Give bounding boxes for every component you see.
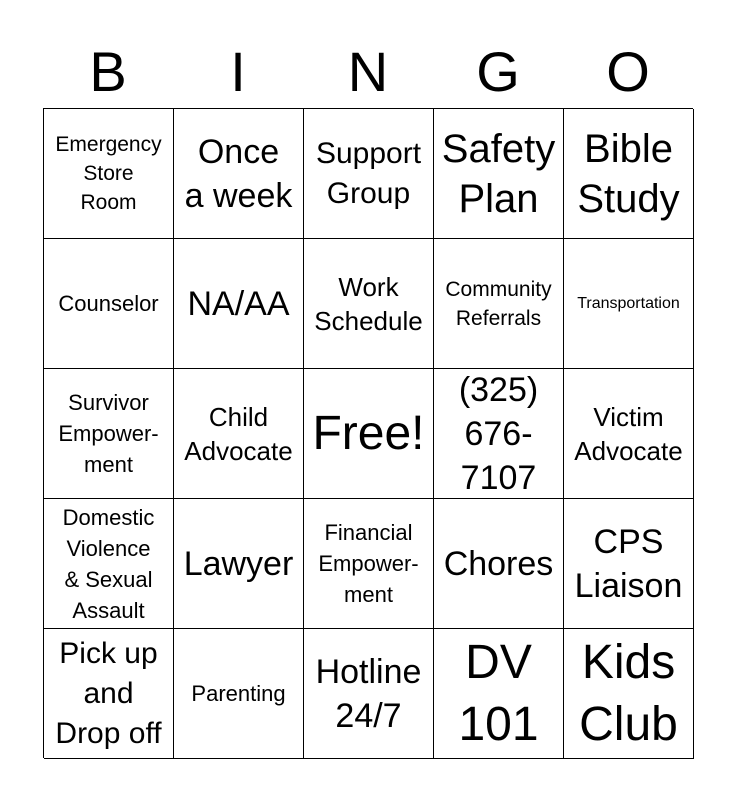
cell-label: CPS Liaison — [574, 522, 683, 605]
cell-label: (325) 676- 7107 — [458, 370, 539, 497]
header-letter-o: O — [606, 40, 650, 103]
bingo-cell-i5[interactable] — [174, 629, 304, 759]
bingo-cell-o1[interactable] — [564, 109, 694, 239]
bingo-cell-b4[interactable] — [44, 499, 174, 629]
bingo-cell-b1[interactable] — [44, 109, 174, 239]
bingo-cell-i3[interactable] — [174, 369, 304, 499]
cell-label: Transportation — [577, 294, 680, 312]
cell-label: Work Schedule — [314, 271, 423, 336]
bingo-cell-o4[interactable] — [564, 499, 694, 629]
cell-label: Hotline 24/7 — [315, 652, 422, 735]
cell-label: Chores — [443, 544, 554, 583]
bingo-cell-n3[interactable] — [304, 369, 434, 499]
cell-label: Community Referrals — [445, 277, 552, 330]
bingo-cell-n4[interactable] — [304, 499, 434, 629]
bingo-cell-g4[interactable] — [434, 499, 564, 629]
bingo-cell-b2[interactable] — [44, 239, 174, 369]
bingo-cell-o3[interactable] — [564, 369, 694, 499]
cell-label: NA/AA — [187, 284, 290, 323]
cell-label: Free! — [312, 406, 425, 460]
cell-label: Survivor Empower- ment — [58, 390, 159, 477]
cell-label: Once a week — [184, 132, 293, 215]
header-letter-b: B — [89, 40, 127, 103]
cell-label: Lawyer — [183, 544, 294, 583]
header-letter-n: N — [347, 40, 389, 103]
cell-label: Support Group — [315, 136, 422, 210]
bingo-cell-b3[interactable] — [44, 369, 174, 499]
bingo-header — [43, 36, 693, 108]
bingo-cell-g1[interactable] — [434, 109, 564, 239]
cell-label: Parenting — [191, 681, 286, 706]
bingo-cell-n1[interactable] — [304, 109, 434, 239]
cell-label: Kids Club — [579, 635, 678, 751]
cell-label: Safety Plan — [441, 126, 556, 221]
bingo-cell-i4[interactable] — [174, 499, 304, 629]
cell-label: Counselor — [58, 291, 159, 316]
cell-label: Emergency Store Room — [55, 133, 162, 214]
cell-label: Child Advocate — [184, 401, 293, 466]
cell-label: Pick up and Drop off — [55, 636, 162, 750]
bingo-cell-o5[interactable] — [564, 629, 694, 759]
bingo-cell-i1[interactable] — [174, 109, 304, 239]
cell-label: Victim Advocate — [574, 401, 683, 466]
bingo-cell-o2[interactable] — [564, 239, 694, 369]
cell-label: Financial Empower- ment — [318, 520, 419, 607]
cell-label: DV 101 — [458, 635, 539, 751]
cell-label: Domestic Violence & Sexual Assault — [62, 504, 155, 623]
bingo-cell-i2[interactable] — [174, 239, 304, 369]
bingo-cell-g2[interactable] — [434, 239, 564, 369]
bingo-cell-n2[interactable] — [304, 239, 434, 369]
bingo-cell-b5[interactable] — [44, 629, 174, 759]
bingo-cell-n5[interactable] — [304, 629, 434, 759]
cell-label: Bible Study — [577, 126, 680, 221]
header-letter-g: G — [476, 40, 520, 103]
header-letter-i: I — [230, 40, 246, 103]
bingo-cell-g5[interactable] — [434, 629, 564, 759]
bingo-cell-g3[interactable] — [434, 369, 564, 499]
bingo-board — [43, 108, 693, 758]
